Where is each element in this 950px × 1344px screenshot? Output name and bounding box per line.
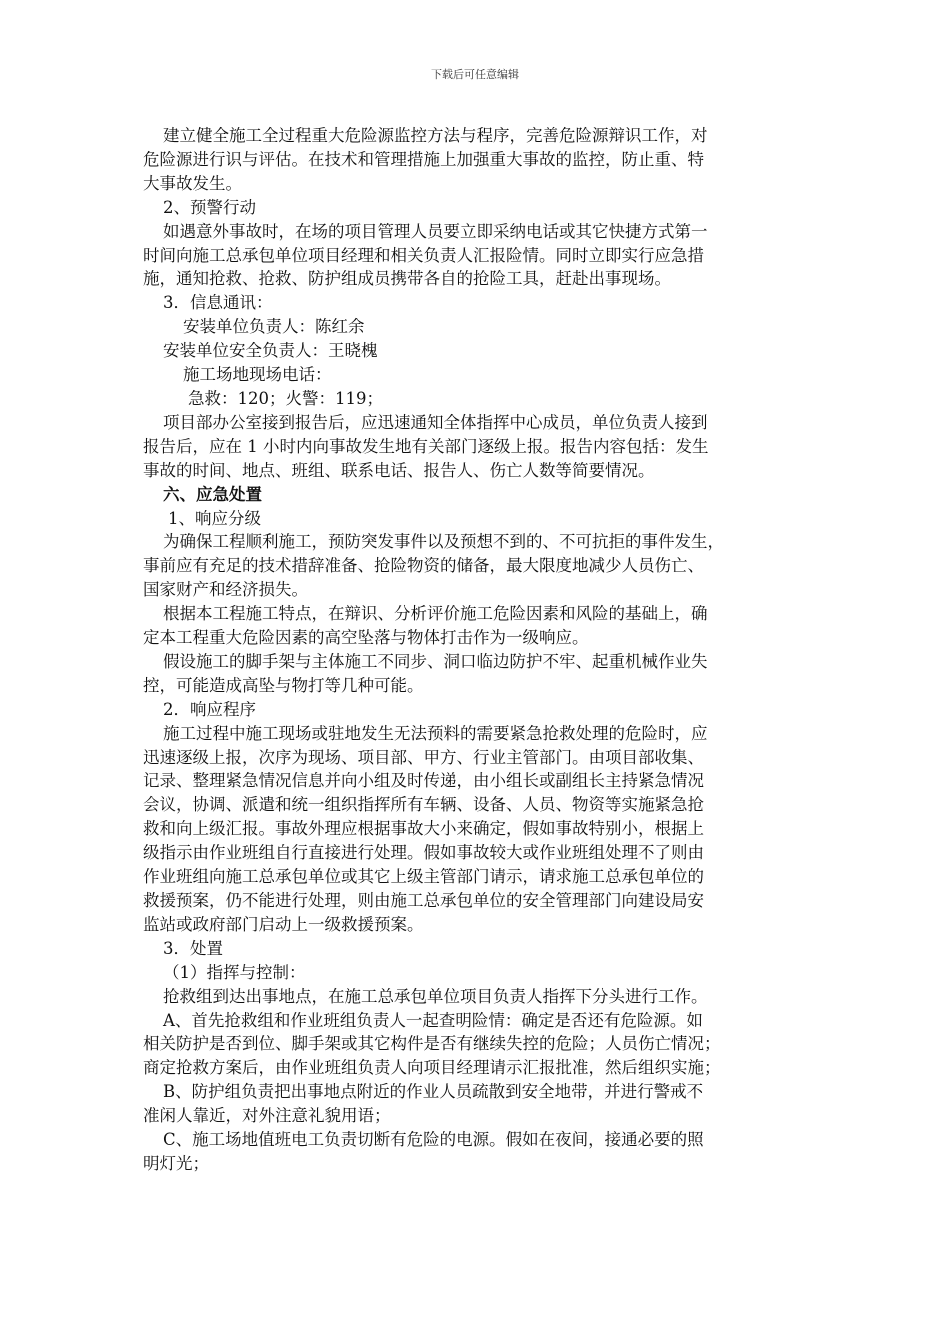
paragraph-line: 如遇意外事故时，在场的项目管理人员要立即采纳电话或其它快捷方式第一 (163, 221, 708, 241)
paragraph-line: 救援预案，仍不能进行处理，则由施工总承包单位的安全管理部门向建设局安 (143, 891, 704, 910)
paragraph-line: 级指示由作业班组自行直接进行处理。假如事故较大或作业班组处理不了则由 (143, 843, 704, 863)
paragraph-line: 报告后，应在 1 小时内向事故发生地有关部门逐级上报。报告内容包括：发生 (143, 436, 709, 456)
section-heading: 1、响应分级 (168, 508, 261, 528)
paragraph-line: 监站或政府部门启动上一级救援预案。 (143, 914, 424, 934)
section-heading: 2、预警行动 (163, 197, 256, 217)
paragraph-line: 建立健全施工全过程重大危险源监控方法与程序，完善危险源辩识工作，对 (163, 126, 708, 145)
paragraph-line: 危险源进行识与评估。在技术和管理措施上加强重大事故的监控，防止重、特 (143, 149, 704, 169)
paragraph-line: 项目部办公室接到报告后，应迅速通知全体指挥中心成员，单位负责人接到 (163, 412, 708, 432)
contact-line: 安装单位安全负责人：王晓槐 (163, 341, 378, 361)
paragraph-line: C、施工场地值班电工负责切断有危险的电源。假如在夜间，接通必要的照 (163, 1130, 704, 1150)
paragraph-line: 准闲人靠近，对外注意礼貌用语； (143, 1106, 391, 1126)
paragraph-line: 假设施工的脚手架与主体施工不同步、洞口临边防护不牢、起重机械作业失 (163, 651, 708, 671)
paragraph-line: 相关防护是否到位、脚手架或其它构件是否有继续失控的危险；人员伤亡情况； (143, 1034, 721, 1054)
paragraph-line: 为确保工程顺利施工，预防突发事件以及预想不到的、不可抗拒的事件发生， (163, 532, 724, 552)
paragraph-line: 施，通知抢救、抢救、防护组成员携带各自的抢险工具，赶赴出事现场。 (143, 269, 671, 289)
paragraph-line: 迅速逐级上报，次序为现场、项目部、甲方、行业主管部门。由项目部收集、 (143, 747, 704, 767)
paragraph-line: 商定抢救方案后，由作业班组负责人向项目经理请示汇报批准，然后组织实施； (143, 1058, 721, 1078)
document-body (143, 124, 807, 1176)
paragraph-line: 会议，协调、派遣和统一组织指挥所有车辆、设备、人员、物资等实施紧急抢 (143, 795, 704, 815)
paragraph-line: 事前应有充足的技术措辞准备、抢险物资的储备，最大限度地减少人员伤亡、 (143, 556, 704, 576)
page-header: 下载后可任意编辑 (431, 68, 519, 81)
paragraph-line: 定本工程重大危险因素的高空坠落与物体打击作为一级响应。 (143, 628, 589, 648)
chapter-heading: 六、应急处置 (163, 484, 262, 504)
paragraph-line: 施工过程中施工现场或驻地发生无法预料的需要紧急抢救处理的危险时，应 (163, 723, 708, 743)
paragraph-line: 根据本工程施工特点，在辩识、分析评价施工危险因素和风险的基础上，确 (163, 604, 708, 624)
paragraph-line: 记录、整理紧急情况信息并向小组及时传递，由小组长或副组长主持紧急情况 (143, 771, 704, 791)
section-heading: 3．信息通讯： (163, 293, 273, 313)
paragraph-line: 国家财产和经济损失。 (143, 580, 308, 600)
paragraph-line: 事故的时间、地点、班组、联系电话、报告人、伤亡人数等简要情况。 (143, 460, 655, 480)
paragraph-line: 作业班组向施工总承包单位或其它上级主管部门请示，请求施工总承包单位的 (143, 867, 704, 887)
contact-line: 施工场地现场电话： (183, 365, 332, 385)
section-heading: 2．响应程序 (163, 699, 256, 719)
subsection-heading: （1）指挥与控制： (163, 962, 306, 982)
paragraph-line: 控，可能造成高坠与物打等几种可能。 (143, 675, 424, 695)
paragraph-line: 大事故发生。 (143, 173, 242, 193)
section-heading: 3．处置 (163, 938, 223, 958)
paragraph-line: 抢救组到达出事地点，在施工总承包单位项目负责人指挥下分头进行工作。 (163, 986, 708, 1006)
contact-line: 安装单位负责人：陈红余 (183, 317, 365, 337)
paragraph-line: 明灯光； (143, 1153, 209, 1173)
paragraph-line: A、首先抢救组和作业班组负责人一起查明险情：确定是否还有危险源。如 (163, 1010, 703, 1030)
paragraph-line: 救和向上级汇报。事故外理应根据事故大小来确定，假如事故特别小，根据上 (143, 819, 704, 839)
paragraph-line: B、防护组负责把出事地点附近的作业人员疏散到安全地带，并进行警戒不 (163, 1082, 704, 1102)
contact-line: 急救：120；火警：119； (188, 388, 383, 408)
paragraph-line: 时间向施工总承包单位项目经理和相关负责人汇报险情。同时立即实行应急措 (143, 245, 704, 265)
